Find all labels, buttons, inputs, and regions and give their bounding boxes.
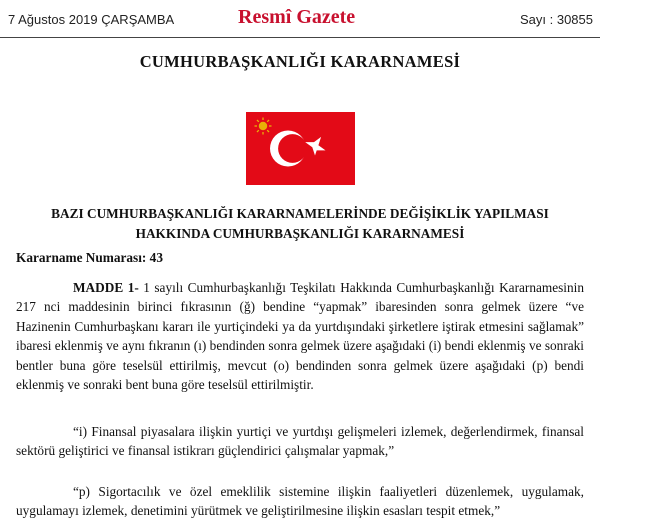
header-divider [0,37,600,38]
section-title: CUMHURBAŞKANLIĞI KARARNAMESİ [139,52,461,71]
decree-heading-line-2: HAKKINDA CUMHURBAŞKANLIĞI KARARNAMESİ [135,226,465,241]
decree-number: Kararname Numarası: 43 [16,250,163,265]
clause-p-paragraph: “p) Sigortacılık ve özel emeklilik sistemine ilişkin faaliyetleri düzenlemek, uygulamak, uygulamayı izlemek, denetimini yürütmek ve geliştirilmesine ilişkin esasları tespit etmek,” [16,484,584,519]
article-text: 1 sayılı Cumhurbaşkanlığı Teşkilatı Hakkında Cumhurbaşkanlığı Kararnamesinin 217 nci maddesinin birinci fıkrasının (ğ) bendine “yapmak” ibaresinden sonra gelmek üzere “ve Hazinenin Cumhurbaşkanı kararı ile yurtiçindeki ya da yurtdışındaki şirketlere iştirak etmesini sağlamak” ibaresi eklenmiş ve aynı fıkranın (ı) bendinden sonra gelmek üzere aşağıdaki (i) bendi eklenmiş ve sonraki bentler buna göre teselsül ettirilmiş, mevcut (o) bendinden sonra gelmek üzere aşağıdaki (p) bendi eklenmiş ve sonraki bent buna göre teselsül ettirilmiştir. [16,280,584,393]
issue-number: Sayı : 30855 [520,12,593,27]
article-label: MADDE 1- [73,280,139,295]
decree-heading-line-1: BAZI CUMHURBAŞKANLIĞI KARARNAMELERİNDE DEĞİŞİKLİK YAPILMASI [51,206,549,221]
article-1-paragraph [16,278,584,394]
clause-i-paragraph: “i) Finansal piyasalara ilişkin yurtiçi ve yurtdışı gelişmeleri izlemek, değerlendirmek, finansal sektörü geliştirici ve finansal istikrarı güçlendirici çalışmalar yapmak,” [16,424,584,459]
turkish-flag-icon [246,112,355,185]
gazette-header [0,0,600,38]
issue-date: 7 Ağustos 2019 ÇARŞAMBA [8,12,175,27]
gazette-name: Resmî Gazete [238,6,356,28]
